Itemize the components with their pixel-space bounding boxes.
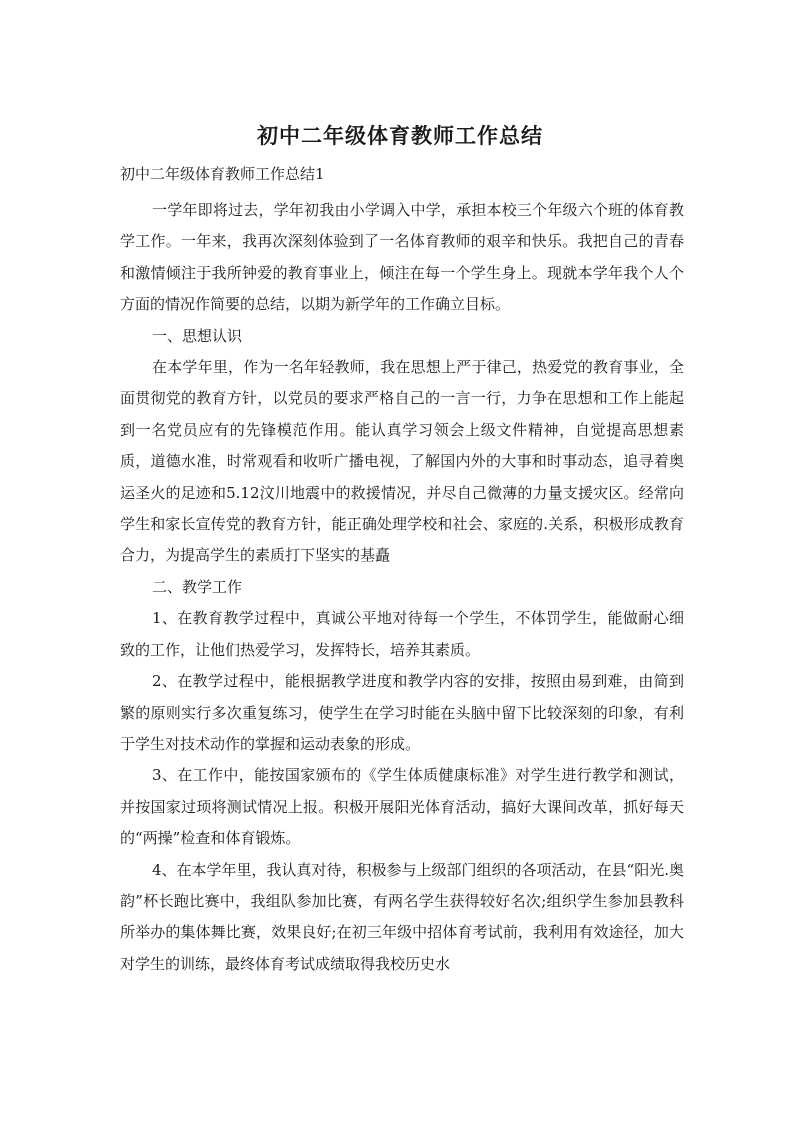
section-heading-teaching: 二、教学工作 xyxy=(152,577,243,596)
document-title: 初中二年级体育教师工作总结 xyxy=(257,124,543,148)
document-subtitle: 初中二年级体育教师工作总结1 xyxy=(120,165,325,183)
paragraph-teaching-1: 1、在教育教学过程中，真诚公平地对待每一个学生，不体罚学生，能做耐心细致的工作，让他们热爱学习，发挥特长，培养其素质。 xyxy=(120,609,684,659)
paragraph-ideology: 在本学年里，作为一名年轻教师，我在思想上严于律己，热爱党的教育事业，全面贯彻党的教育方针，以党员的要求严格自己的一言一行，力争在思想和工作上能起到一名党员应有的先锋模范作用。能认真学习领会上级文件精神，自觉提高思想素质，道德水准，时常观看和收听广播电视，了解国内外的大事和时事动态，追寻着奥运圣火的足迹和5.12汶川地震中的救援情况，并尽自己微薄的力量支援灾区。经常向学生和家长宣传党的教育方针，能正确处理学校和社会、家庭的.关系，积极形成教育合力，为提高学生的素质打下坚实的基矗 xyxy=(120,358,684,565)
paragraph-teaching-2: 2、在教学过程中，能根据教学进度和教学内容的安排，按照由易到难，由简到繁的原则实行多次重复练习，使学生在学习时能在头脑中留下比较深刻的印象，有利于学生对技术动作的掌握和运动表象的形成。 xyxy=(120,672,684,753)
paragraph-teaching-4: 4、在本学年里，我认真对待，积极参与上级部门组织的各项活动，在县“阳光.奥韵”杯长跑比赛中，我组队参加比赛，有两名学生获得较好名次;组织学生参加县教科所举办的集体舞比赛，效果良好;在初三年级中招体育考试前，我利用有效途径，加大对学生的训练，最终体育考试成绩取得我校历史水 xyxy=(120,860,684,973)
document-body xyxy=(120,195,684,980)
paragraph-teaching-3: 3、在工作中，能按国家颁布的《学生体质健康标准》对学生进行教学和测试，并按国家过顼将测试情况上报。积极开展阳光体育活动，搞好大课间改革，抓好每天的“两操”检查和体育锻炼。 xyxy=(120,766,684,848)
section-heading-ideology: 一、思想认识 xyxy=(152,326,243,345)
paragraph-intro: 一学年即将过去，学年初我由小学调入中学，承担本校三个年级六个班的体育教学工作。一年来，我再次深刻体验到了一名体育教师的艰辛和快乐。我把自己的青春和激情倾注于我所钟爱的教育事业上，倾注在每一个学生身上。现就本学年我个人个方面的情况作简要的总结，以期为新学年的工作确立目标。 xyxy=(120,201,684,314)
